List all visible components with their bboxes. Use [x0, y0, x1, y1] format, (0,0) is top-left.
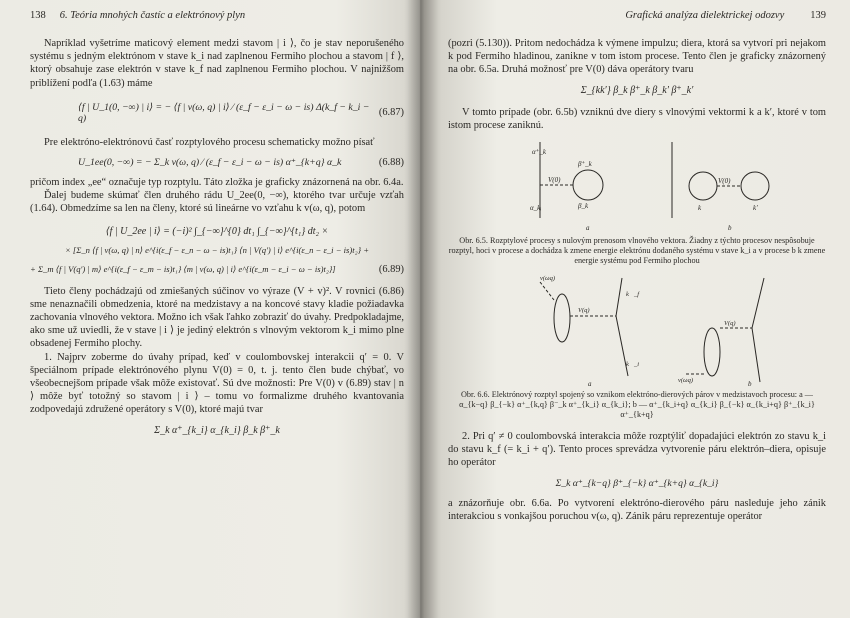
figure-6-6 [448, 270, 826, 388]
label-vwq: v(ωq) [540, 275, 556, 283]
label-kp: k′ [753, 204, 758, 213]
equation-body: ⟨f | U_1(0, −∞) | i⟩ = − ⟨f | v(ω, q) | i⟩ ⁄ (ε_f − ε_i − ω − is) Δ(k_f − k_i − q) [78, 101, 370, 124]
label-v0b: V(0) [718, 177, 731, 186]
label-bk1: β⁺_k [578, 160, 592, 169]
paragraph: 2. Pri q′ ≠ 0 coulombovská interakcia môže rozptýliť dopadajúci elektrón zo stavu k_i do stavu k_f (= k_i + q′). Tento proces sprevádza vytvorenie páru elektrón–diera, opisuje ho operátor [448, 431, 826, 469]
label-vwq2: v(ωq) [678, 377, 694, 385]
label-kf: k⃗_f [626, 291, 639, 299]
label-akf: α⁺_k [532, 148, 546, 157]
panel-label-a: a [588, 380, 592, 389]
equation-body: ⟨f | U_2ee | i⟩ = (−i)² ∫_{−∞}^{0} dt₁ ∫_{−∞}^{t₁} dt₂ × [105, 225, 329, 237]
equation-number: (6.87) [378, 107, 404, 119]
figure-caption: Obr. 6.5. Rozptylové procesy s nulovým prenosom vlnového vektora. Žiadny z týchto procesov nespôsobuje rozptyl, hoci v procese a dochádza k zmene energie elektrónu dodaného systému v stave k_i a v procese b k zmene energie systému pod Fermiho plochou [448, 236, 826, 266]
feynman-diagram-6-6 [448, 270, 826, 388]
equation [30, 264, 404, 275]
paragraph: Napríklad vyšetríme maticový element medzi stavom | i ⟩, čo je stav neporušeného systému s jedným elektrónom v stave k_i nad zaplnenou Fermiho plochou a stavom | f ⟩, ktorý obsahuje zase elektrón v stave k_f nad zaplnenou Fermiho plochou. V najnižšom priblížení podľa (1.63) máme [30, 38, 404, 89]
equation [30, 425, 404, 436]
label-aki: α_kᵢ [530, 204, 542, 213]
equation-body: Σ_{kk′} β_k β⁺_k β_k′ β⁺_k′ [580, 84, 694, 96]
label-vq: V(q) [578, 307, 590, 315]
paragraph: Pre elektróno-elektrónovú časť rozptylového procesu schematicky možno písať [44, 136, 375, 148]
equation-body: × [Σ_n ⟨f | v(ω, q) | n⟩ e^{i(ε_f − ε_n − ω − is)t₁} ⟨n | V(q′) | i⟩ e^{i(ε_n − ε_i − is)t₂} + [64, 244, 369, 255]
label-ki: k⃗_i [626, 361, 639, 369]
panel-label-b: b [748, 380, 752, 389]
panel-label-b: b [728, 224, 732, 233]
equation [448, 85, 826, 96]
equation [30, 226, 404, 237]
equation [30, 245, 404, 256]
paragraph: Ďalej budeme skúmať člen druhého rádu U_2ee(0, −∞), ktorého tvar určuje vzťah (1.64). Obmedzíme sa len na členy, ktoré sú lineárne vo vzťahu k v(ω, q), potom [30, 190, 404, 215]
figure-6-5 [448, 140, 826, 234]
paragraph: pričom index „ee“ označuje typ rozptylu. Táto zložka je graficky znázornená na obr. 6.4a. [30, 177, 404, 189]
right-page-header [448, 10, 826, 21]
panel-label-a: a [586, 224, 590, 233]
paragraph: V tomto prípade (obr. 6.5b) vzniknú dve diery s vlnovými vektormi k a k′, ktoré v tom istom procese zaniknú. [448, 106, 826, 131]
paragraph: (pozri (5.130)). Pritom nedochádza k výmene impulzu; diera, ktorá sa vytvorí pri nejakom k pod Fermiho hladinou, zanikne v tom istom procese. Tento člen je graficky znázornený na obr. 6.5a. Druhá možnosť pre V(0) dáva operátory tvaru [448, 38, 826, 76]
page-number: 139 [810, 10, 826, 21]
paragraph: 1. Najprv zoberme do úvahy prípad, keď v coulombovskej interakcii q′ = 0. V špeciálnom prípade elektrónového plynu V(0) = 0, t. j. tento člen bude chýbať, vo všeobecnejšom prípade však môže existovať. Sú dve možnosti: Pre V(0) v (6.89) stav | n ⟩ môže byť totožný so stavom | i ⟩ – tomu vo formalizme druhého kvantovania zodpovedajú združené operátory s V(0), ktoré majú tvar [30, 351, 404, 416]
running-head: 6. Teória mnohých častíc a elektrónový plyn [59, 10, 246, 21]
equation [448, 478, 826, 489]
paragraph: Tieto členy pochádzajú od zmiešaných súčinov vo výraze (V + v)². V rovnici (6.86) sme nenaznačili obmedzenia, ktoré na medzistavy a na koncové stavy kladie požiadavka zachovania vlnového vektora. Možno ich však ľahko zobraziť do úvahy. Predpokladajme, ako sme už uviedli, že v stave | i ⟩ je jediný elektrón s vlnovým vektorom k_i mimo plne obsadenej Fermiho plochy. [30, 285, 404, 350]
running-head: Grafická analýza dielektrickej odozvy [625, 10, 785, 21]
equation-body: + Σ_m ⟨f | V(q′) | m⟩ e^{i(ε_f − ε_m − is)t₁} ⟨m | v(ω, q) | i⟩ e^{i(ε_m − ε_i − ω − is)t₂}] [30, 263, 336, 274]
label-k: k [698, 204, 702, 213]
feynman-diagram-6-5 [448, 140, 826, 234]
equation [30, 102, 404, 124]
paragraph: a znázorňuje obr. 6.6a. Po vytvorení elektróno-dierového páru nasleduje jeho zánik interakciou s vonkajšou poruchou v(ω, q). Zánik páru reprezentuje operátor [448, 497, 826, 522]
figure-caption: Obr. 6.6. Elektrónový rozptyl spojený so vznikom elektróno-dierových párov v medzistavoch procesu: a — α_{k−q} β_{−k} α⁺_{k,q} β⁻_k α⁺_{k_i} α_{k_i}; b — α⁺_{k_i+q} α_{k_i} β_{−k} α_{k_i+q} β⁺_{k_i} α⁺_{k+q} [459, 390, 815, 420]
equation [30, 157, 404, 168]
label-v0: V(0) [548, 176, 561, 185]
equation-number: (6.88) [378, 157, 404, 169]
equation-body: Σ_k α⁺_{k−q} β⁺_{−k} α⁺_{k+q} α_{k_i} [555, 477, 719, 489]
left-page [0, 0, 420, 618]
equation-body: Σ_k α⁺_{k_i} α_{k_i} β_k β⁺_k [154, 424, 280, 436]
label-vq2: V(q) [724, 320, 736, 328]
equation-body: U_1ee(0, −∞) = − Σ_k v(ω, q) ⁄ (ε_f − ε_i − ω − is) α⁺_{k+q} α_k [78, 157, 342, 169]
right-page [420, 0, 850, 618]
label-bk2: β_k [578, 202, 589, 211]
page-number: 138 [30, 10, 46, 21]
equation-number: (6.89) [378, 263, 404, 275]
left-page-header [30, 10, 404, 21]
